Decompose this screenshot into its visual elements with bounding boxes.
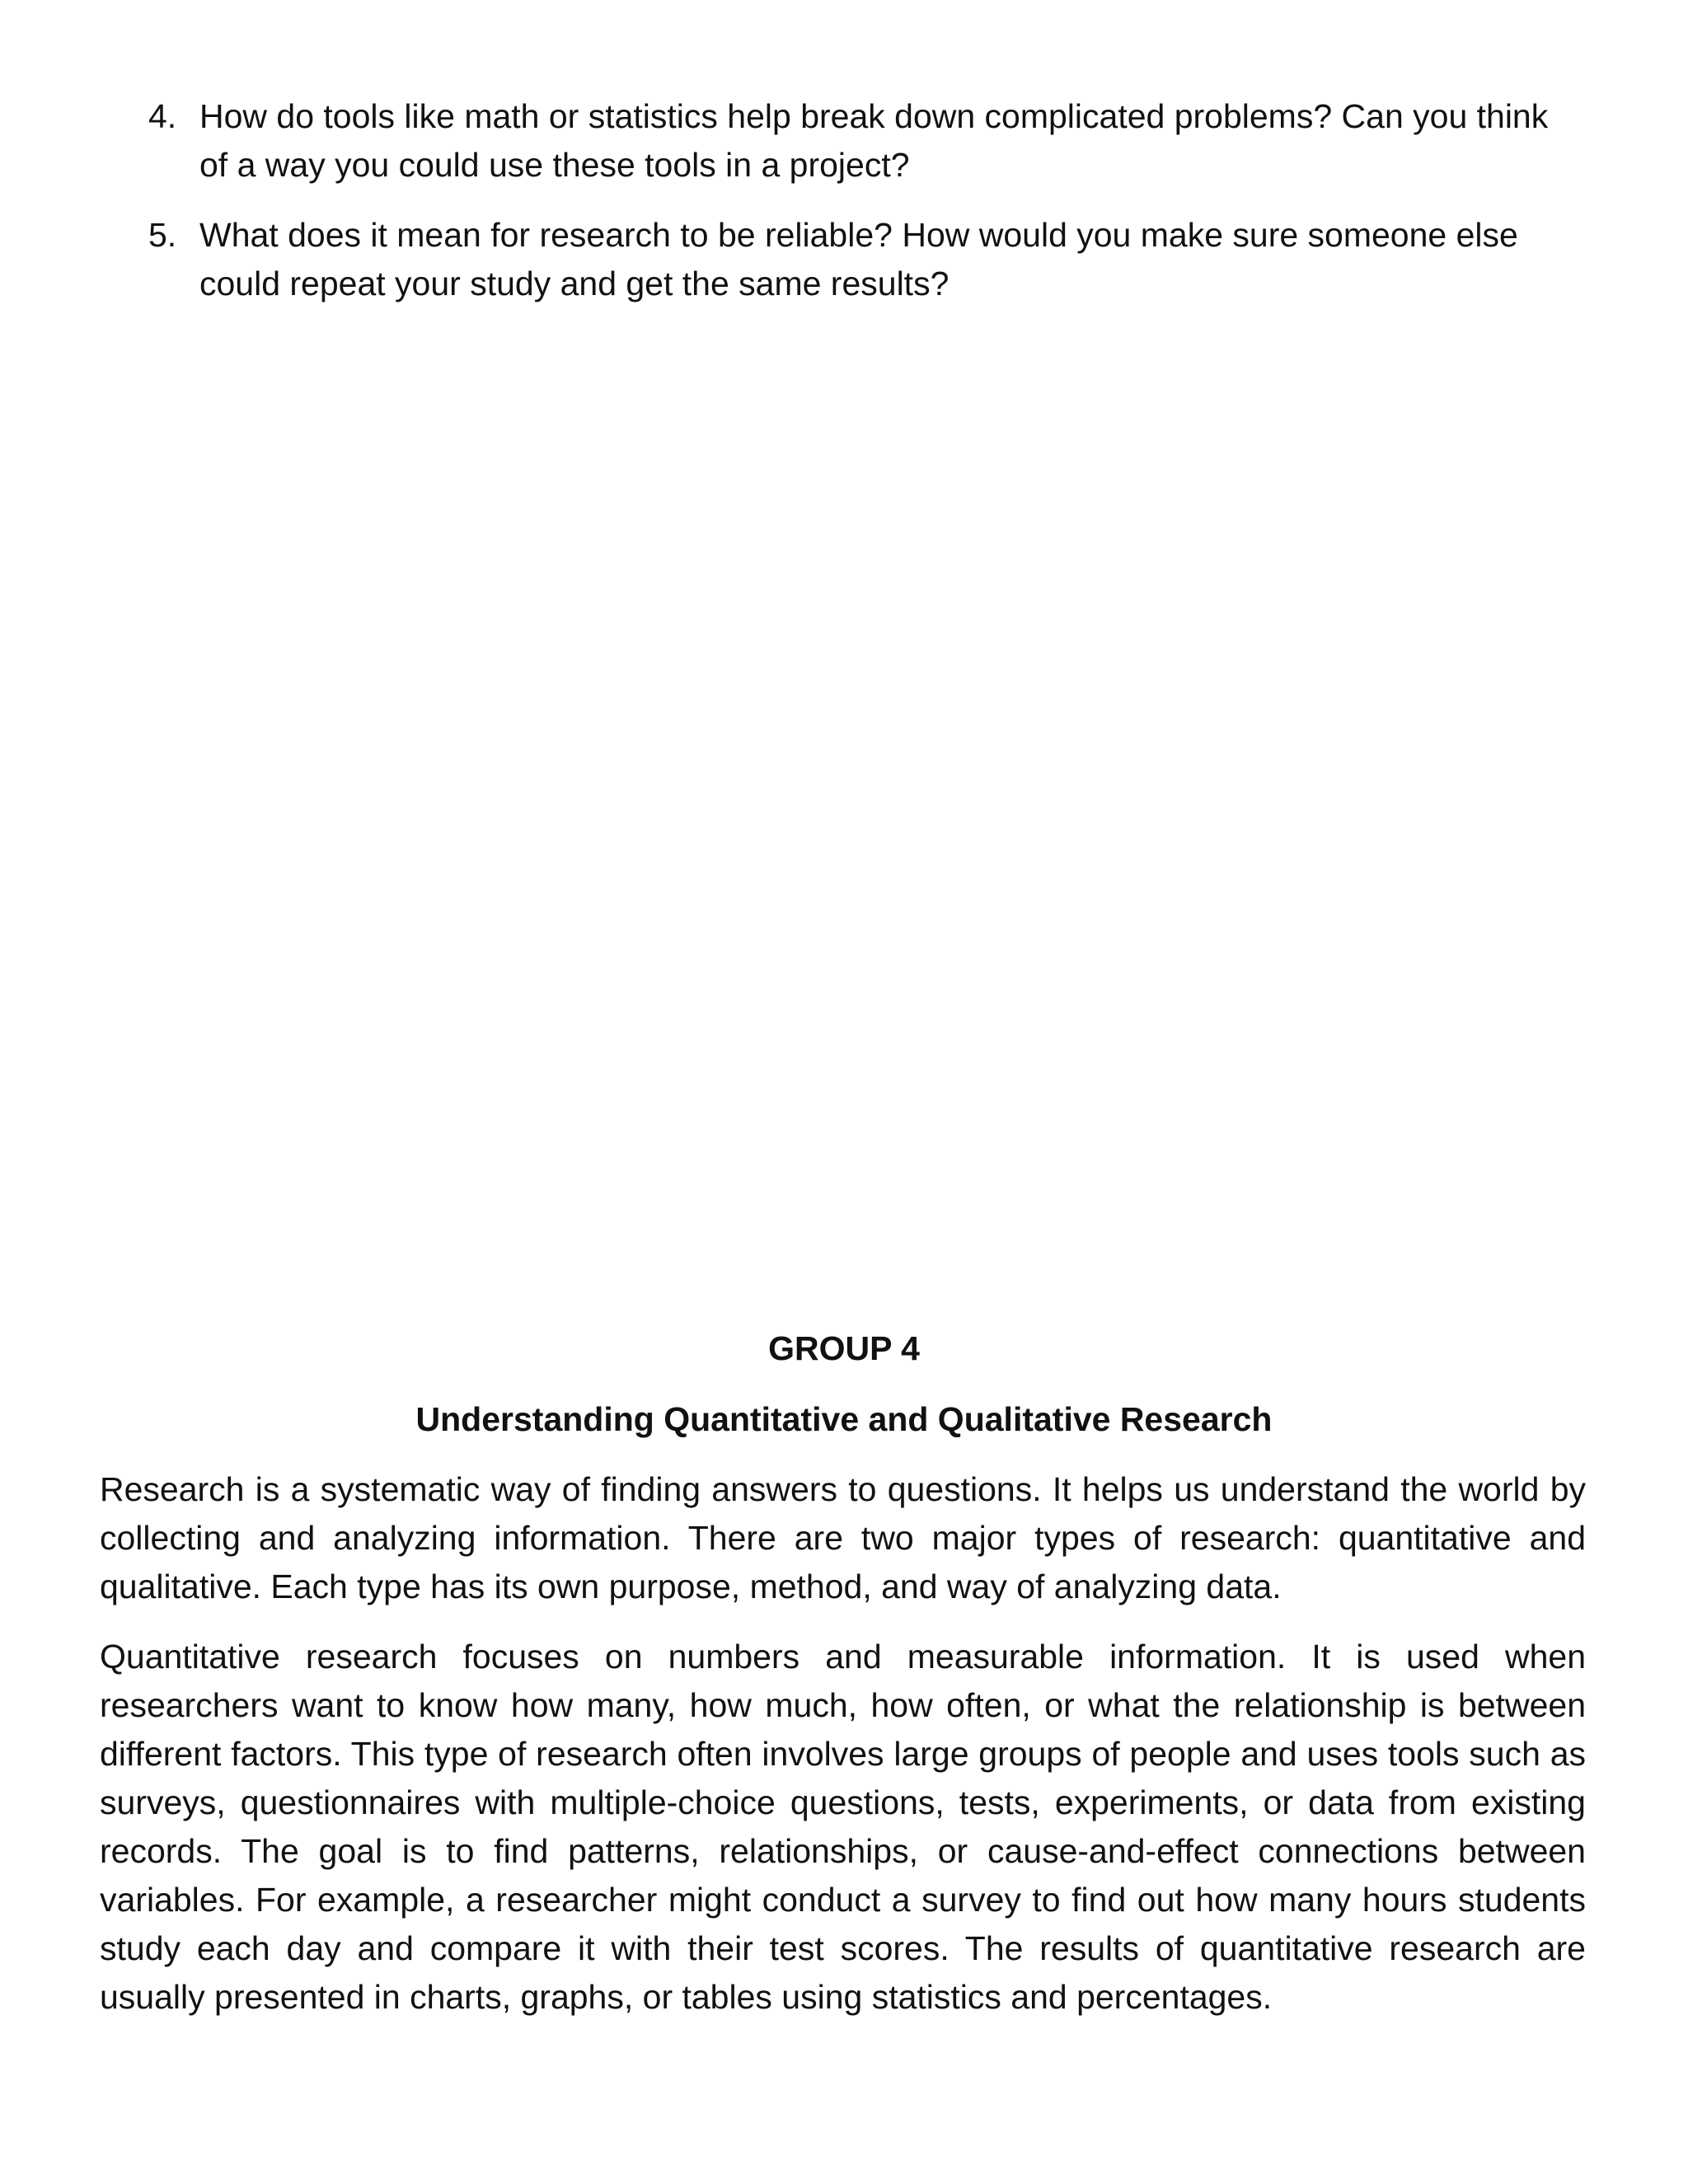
- section-title: Understanding Quantitative and Qualitative Research: [415, 1400, 1273, 1438]
- question-number: 4.: [148, 97, 177, 135]
- section-body: [100, 1465, 1586, 2043]
- question-text: What does it mean for research to be reliable? How would you make sure someone else could repeat your study and get the same results?: [199, 216, 1518, 302]
- discussion-question-list: [142, 92, 1559, 330]
- group-heading: GROUP 4: [768, 1329, 920, 1367]
- question-item: [142, 211, 1559, 308]
- question-number: 5.: [148, 216, 177, 254]
- body-paragraph: Research is a systematic way of finding answers to questions. It helps us understand the world by collecting and analyzing information. There are two major types of research: quantitative and qualitative. Each type has its own purpose, method, and way of analyzing data.: [100, 1470, 1586, 1605]
- question-item: [142, 92, 1559, 190]
- body-paragraph: Quantitative research focuses on numbers and measurable information. It is used when researchers want to know how many, how much, how often, or what the relationship is between different factors. This type of research often involves large groups of people and uses tools such as surveys, questionnaires with multiple-choice questions, tests, experiments, or data from existing records. The goal is to find patterns, relationships, or cause-and-effect connections between variables. For example, a researcher might conduct a survey to find out how many hours students study each day and compare it with their test scores. The results of quantitative research are usually presented in charts, graphs, or tables using statistics and percentages.: [100, 1638, 1586, 2016]
- question-text: How do tools like math or statistics help break down complicated problems? Can you think of a way you could use these tools in a project?: [199, 97, 1549, 184]
